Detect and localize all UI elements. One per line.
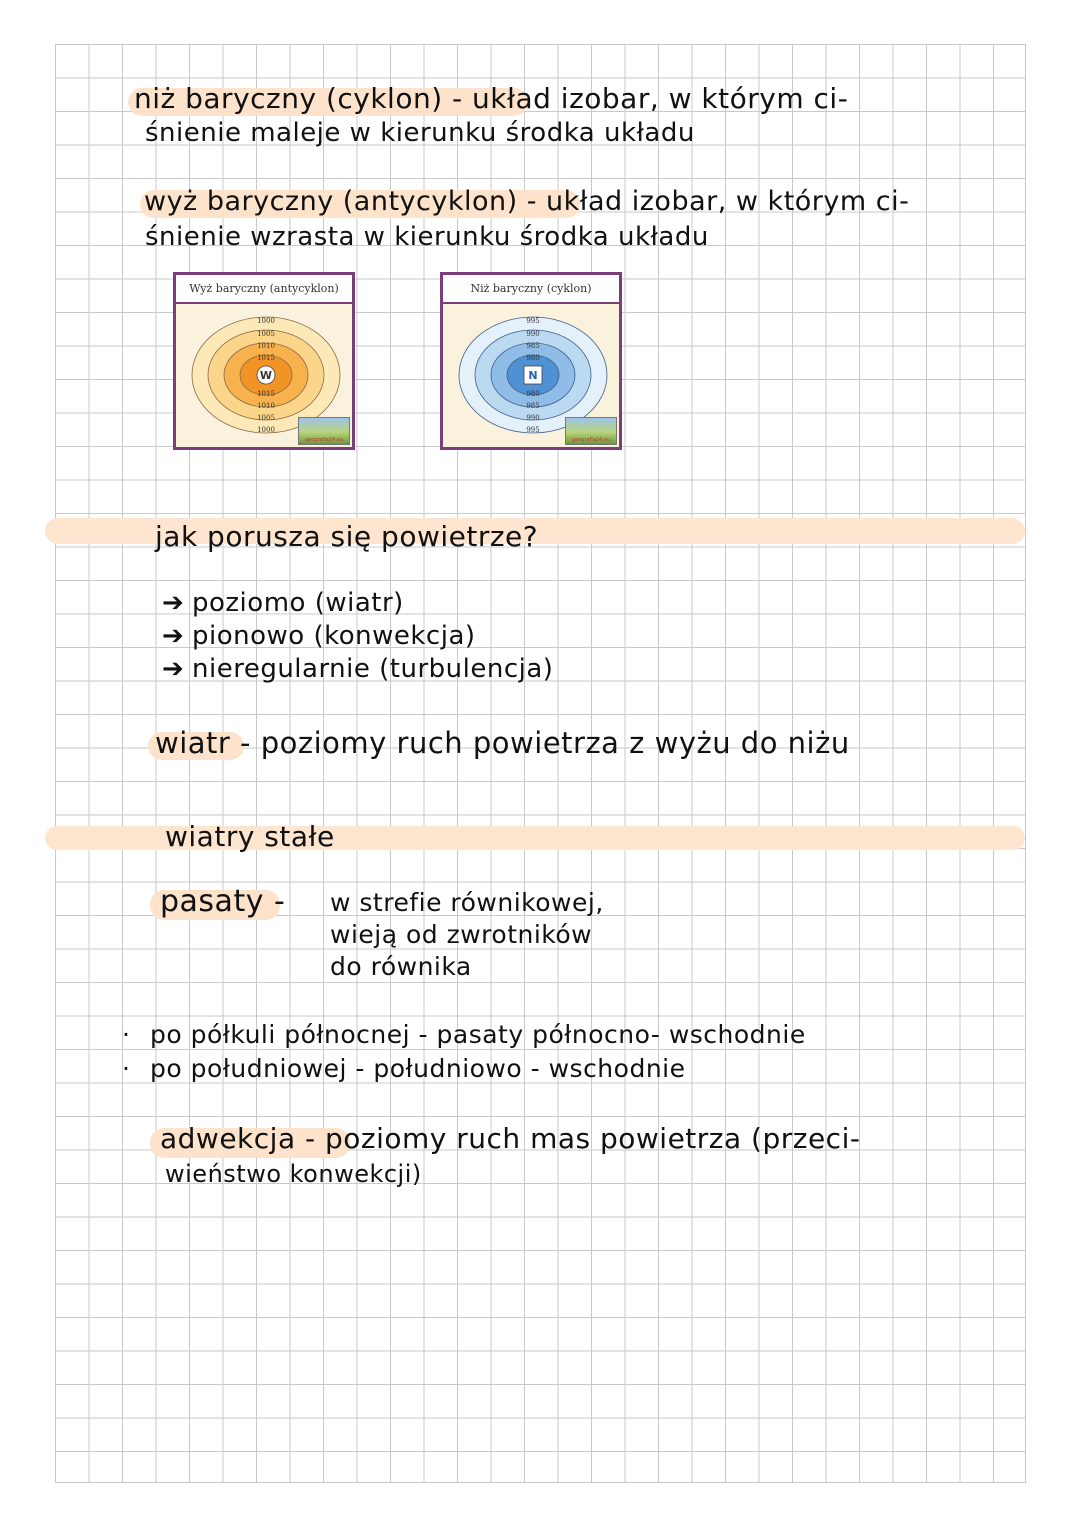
bullet-icon: · — [122, 1054, 131, 1083]
figure-niz-baryczny — [440, 272, 622, 450]
niz-isobar-label: 985 — [526, 342, 540, 350]
wyz-source-stamp: geografia24.eu — [298, 417, 350, 445]
niz-center-label: N — [528, 369, 538, 382]
question-heading: jak porusza się powietrze? — [155, 520, 539, 553]
niz-isobar-label: 985 — [526, 402, 540, 410]
hemisphere-item-south: · po południowej - południowo - wschodnie — [122, 1054, 686, 1083]
wyz-center-label: W — [259, 369, 273, 382]
niz-isobar-label: 980 — [526, 390, 540, 398]
wyz-isobar-label: 1010 — [257, 402, 275, 410]
wyz-isobar-label: 1000 — [257, 317, 275, 325]
wyz-isobar-label: 1015 — [257, 354, 275, 362]
arrow-right-icon: ➔ — [162, 654, 185, 684]
niz-source-stamp: geografia24.eu — [565, 417, 617, 445]
graph-paper-grid — [55, 44, 1026, 1483]
wyz-isobar-label: 1005 — [257, 414, 275, 422]
figure-wyz-baryczny — [173, 272, 355, 450]
arrow-right-icon: ➔ — [162, 621, 185, 651]
pasaty-line1: w strefie równikowej, — [330, 888, 604, 917]
figure-wyz-title: Wyż baryczny (antycyklon) — [176, 275, 352, 304]
pasaty-line2: wieją od zwrotników — [330, 920, 593, 949]
niz-isobar-label: 990 — [526, 330, 540, 338]
wiatr-definition: wiatr - poziomy ruch powietrza z wyżu do niżu — [155, 726, 850, 760]
movement-item-poziomo: ➔ poziomo (wiatr) — [162, 588, 404, 618]
adwekcja-definition-line1: adwekcja - poziomy ruch mas powietrza (przeci- — [160, 1122, 861, 1155]
wyz-isobar-label: 1010 — [257, 342, 275, 350]
niz-isobar-label: 990 — [526, 414, 540, 422]
wiatry-stale-heading: wiatry stałe — [165, 820, 335, 853]
wyz-isobar-label: 1000 — [257, 426, 275, 434]
pasaty-line3: do równika — [330, 952, 472, 981]
wyz-definition-line2: śnienie wzrasta w kierunku środka układu — [145, 222, 709, 252]
arrow-right-icon: ➔ — [162, 588, 185, 618]
niz-definition-line1: niż baryczny (cyklon) - układ izobar, w którym ci- — [134, 82, 849, 115]
niz-definition-line2: śnienie maleje w kierunku środka układu — [145, 118, 695, 148]
wyz-isobar-label: 1015 — [257, 390, 275, 398]
niz-isobar-label: 995 — [526, 317, 540, 325]
wyz-definition-line1: wyż baryczny (antycyklon) - układ izobar, w którym ci- — [144, 186, 910, 217]
figure-niz-title: Niż baryczny (cyklon) — [443, 275, 619, 304]
niz-isobar-label: 995 — [526, 426, 540, 434]
pasaty-term: pasaty - — [160, 884, 286, 919]
movement-item-nieregularnie: ➔ nieregularnie (turbulencja) — [162, 654, 554, 684]
wyz-isobar-label: 1005 — [257, 330, 275, 338]
movement-item-pionowo: ➔ pionowo (konwekcja) — [162, 621, 476, 651]
adwekcja-definition-line2: wieństwo konwekcji) — [165, 1160, 422, 1188]
hemisphere-item-north: · po półkuli północnej - pasaty północno- wschodnie — [122, 1020, 806, 1049]
niz-isobar-label: 980 — [526, 354, 540, 362]
bullet-icon: · — [122, 1020, 131, 1049]
